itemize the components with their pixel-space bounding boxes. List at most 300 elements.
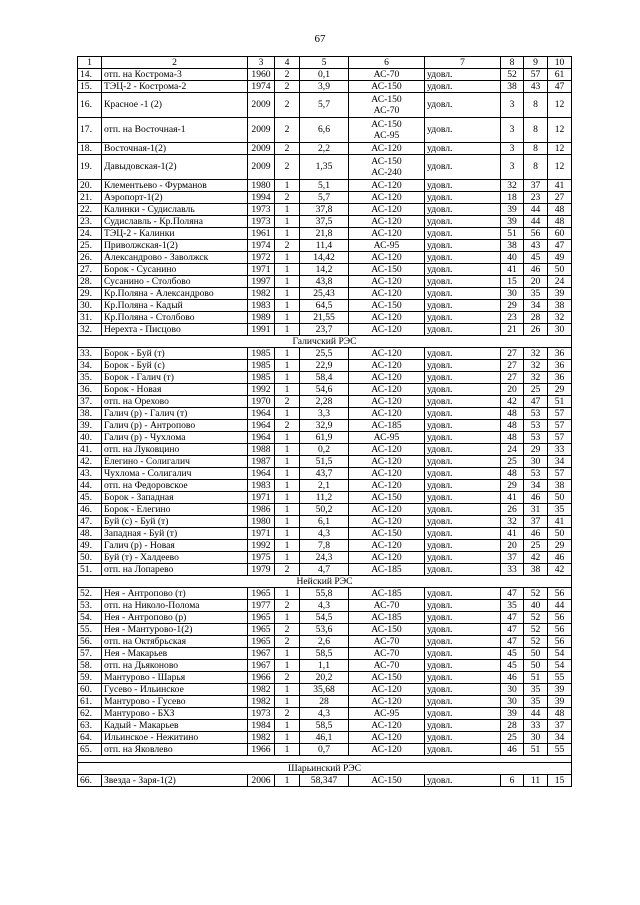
table-row: [78, 300, 572, 312]
table-cell: 1: [275, 540, 300, 552]
table-cell: удовл.: [425, 118, 501, 143]
table-cell: отп. на Николо-Полома: [102, 600, 248, 612]
table-cell: 1: [275, 444, 300, 456]
table-cell: 47: [501, 588, 524, 600]
table-cell: удовл.: [425, 384, 501, 396]
table-cell: Нерехта - Писцово: [102, 324, 248, 336]
table-cell: 1960: [248, 69, 275, 81]
table-cell: Галич (р) - Антропово: [102, 420, 248, 432]
table-cell: 1: [275, 528, 300, 540]
table-row: [78, 492, 572, 504]
table-cell: 1984: [248, 720, 275, 732]
table-cell: 37.: [78, 396, 102, 408]
table-cell: 1: [275, 492, 300, 504]
table-cell: 4,7: [300, 564, 349, 576]
table-cell: удовл.: [425, 180, 501, 192]
table-row: [78, 360, 572, 372]
table-cell: 1965: [248, 588, 275, 600]
table-cell: 1966: [248, 672, 275, 684]
table-cell: 27: [501, 372, 524, 384]
table-cell: 56: [548, 612, 572, 624]
table-cell: 53: [524, 408, 548, 420]
table-cell: АС-150: [349, 624, 425, 636]
table-cell: 63.: [78, 720, 102, 732]
table-cell: 29: [548, 384, 572, 396]
table-cell: удовл.: [425, 348, 501, 360]
table-cell: удовл.: [425, 228, 501, 240]
table-cell: 24: [548, 276, 572, 288]
table-cell: 39: [548, 696, 572, 708]
table-cell: 23: [501, 312, 524, 324]
wire-type-line: АС-150: [371, 94, 402, 105]
table-cell: 1: [275, 348, 300, 360]
table-cell: 1977: [248, 600, 275, 612]
table-cell: 8: [524, 143, 548, 155]
table-cell: 33: [524, 720, 548, 732]
table-cell: 64.: [78, 732, 102, 744]
table-cell: 34: [548, 732, 572, 744]
table-cell: 2,28: [300, 396, 349, 408]
table-cell: АС-95: [349, 240, 425, 252]
table-cell: удовл.: [425, 492, 501, 504]
table-cell: Калинки - Судиславль: [102, 204, 248, 216]
table-cell: удовл.: [425, 396, 501, 408]
table-cell: 5,7: [300, 192, 349, 204]
table-row: [78, 432, 572, 444]
table-cell: 1974: [248, 81, 275, 93]
table-cell: Борок - Буй (т): [102, 348, 248, 360]
table-cell: 23,7: [300, 324, 349, 336]
table-cell: 5,1: [300, 180, 349, 192]
table-cell: [349, 155, 425, 180]
table-cell: 45.: [78, 492, 102, 504]
table-cell: 41: [501, 528, 524, 540]
table-row: [78, 564, 572, 576]
table-cell: 47: [501, 624, 524, 636]
table-cell: удовл.: [425, 276, 501, 288]
table-cell: удовл.: [425, 69, 501, 81]
table-cell: удовл.: [425, 588, 501, 600]
table-cell: 45: [501, 660, 524, 672]
table-cell: 1988: [248, 444, 275, 456]
table-cell: АС-120: [349, 456, 425, 468]
header-row: [78, 57, 572, 69]
table-row: [78, 143, 572, 155]
table-cell: 1: [275, 612, 300, 624]
table-cell: 1: [275, 384, 300, 396]
table-cell: 1: [275, 456, 300, 468]
table-cell: 1972: [248, 252, 275, 264]
table-cell: 41: [548, 516, 572, 528]
table-cell: 2,1: [300, 480, 349, 492]
table-cell: 1: [275, 684, 300, 696]
table-cell: 48: [548, 204, 572, 216]
table-cell: 38.: [78, 408, 102, 420]
section-title: Шарьинский РЭС: [78, 763, 572, 775]
column-number: 1: [78, 57, 102, 69]
table-row: [78, 372, 572, 384]
table-row: [78, 216, 572, 228]
table-row: [78, 180, 572, 192]
table-cell: 1979: [248, 564, 275, 576]
table-cell: 55: [548, 744, 572, 756]
table-cell: [349, 118, 425, 143]
table-row: [78, 384, 572, 396]
table-cell: 46: [524, 264, 548, 276]
table-cell: Звезда - Заря-1(2): [102, 775, 248, 787]
table-cell: 48: [548, 216, 572, 228]
table-cell: удовл.: [425, 456, 501, 468]
table-cell: удовл.: [425, 528, 501, 540]
table-cell: 7,8: [300, 540, 349, 552]
table-cell: 1971: [248, 528, 275, 540]
table-cell: 38: [501, 240, 524, 252]
table-cell: 29: [524, 444, 548, 456]
table-cell: 32.: [78, 324, 102, 336]
table-cell: 29: [548, 540, 572, 552]
table-cell: 52: [501, 69, 524, 81]
table-cell: 51.: [78, 564, 102, 576]
table-cell: Борок - Западная: [102, 492, 248, 504]
table-cell: 66.: [78, 775, 102, 787]
wire-type-line: АС-95: [373, 130, 400, 141]
table-cell: 34.: [78, 360, 102, 372]
table-cell: АС-120: [349, 684, 425, 696]
table-cell: 21,55: [300, 312, 349, 324]
table-cell: 1965: [248, 624, 275, 636]
table-cell: 22.: [78, 204, 102, 216]
table-cell: 2: [275, 155, 300, 180]
table-cell: 15: [501, 276, 524, 288]
table-cell: 55: [548, 672, 572, 684]
table-cell: удовл.: [425, 636, 501, 648]
table-cell: удовл.: [425, 552, 501, 564]
column-number: 6: [349, 57, 425, 69]
table-cell: 38: [548, 480, 572, 492]
table-cell: 54.: [78, 612, 102, 624]
table-cell: 52: [524, 612, 548, 624]
table-cell: Кр.Поляна - Александрово: [102, 288, 248, 300]
table-cell: 58,5: [300, 648, 349, 660]
table-cell: 46: [501, 672, 524, 684]
table-cell: удовл.: [425, 516, 501, 528]
table-cell: АС-120: [349, 276, 425, 288]
table-cell: 55,8: [300, 588, 349, 600]
table-row: [78, 588, 572, 600]
table-row: [78, 155, 572, 180]
table-cell: Борок - Сусанино: [102, 264, 248, 276]
table-cell: 1: [275, 744, 300, 756]
table-cell: 2: [275, 624, 300, 636]
table-cell: 1: [275, 480, 300, 492]
table-cell: 25: [501, 456, 524, 468]
table-cell: 3,3: [300, 408, 349, 420]
table-cell: ТЭЦ-2 - Кострома-2: [102, 81, 248, 93]
table-row: [78, 504, 572, 516]
table-cell: АС-150: [349, 775, 425, 787]
table-cell: 1: [275, 468, 300, 480]
table-cell: 48: [501, 408, 524, 420]
table-cell: удовл.: [425, 480, 501, 492]
table-row: [78, 444, 572, 456]
table-cell: АС-120: [349, 444, 425, 456]
table-cell: 20.: [78, 180, 102, 192]
table-cell: 43: [524, 81, 548, 93]
table-cell: 32: [524, 360, 548, 372]
table-cell: 52: [524, 588, 548, 600]
table-cell: 1: [275, 588, 300, 600]
table-cell: Судиславль - Кр.Поляна: [102, 216, 248, 228]
table-cell: 51: [524, 672, 548, 684]
table-cell: удовл.: [425, 744, 501, 756]
table-cell: 46: [548, 552, 572, 564]
table-cell: 43,7: [300, 468, 349, 480]
table-cell: Мантурово - Шарья: [102, 672, 248, 684]
table-cell: 47: [501, 636, 524, 648]
table-cell: Аэропорт-1(2): [102, 192, 248, 204]
table-cell: Галич (р) - Новая: [102, 540, 248, 552]
column-number: 9: [524, 57, 548, 69]
wire-type-line: АС-70: [373, 105, 400, 116]
table-cell: удовл.: [425, 192, 501, 204]
table-cell: 1: [275, 648, 300, 660]
table-cell: 43,8: [300, 276, 349, 288]
table-cell: 47: [501, 612, 524, 624]
table-cell: 48: [501, 432, 524, 444]
table-cell: АС-120: [349, 552, 425, 564]
table-cell: 54,5: [300, 612, 349, 624]
table-cell: удовл.: [425, 612, 501, 624]
table-cell: АС-150: [349, 528, 425, 540]
table-cell: 1971: [248, 492, 275, 504]
table-cell: 27.: [78, 264, 102, 276]
table-cell: АС-120: [349, 143, 425, 155]
table-cell: 2: [275, 420, 300, 432]
table-cell: АС-120: [349, 324, 425, 336]
table-cell: 57: [548, 408, 572, 420]
table-cell: отп. на Федоровское: [102, 480, 248, 492]
table-row: [78, 480, 572, 492]
table-cell: Давыдовская-1(2): [102, 155, 248, 180]
table-row: [78, 324, 572, 336]
table-cell: 2009: [248, 155, 275, 180]
table-cell: АС-185: [349, 420, 425, 432]
table-cell: 2: [275, 69, 300, 81]
table-cell: удовл.: [425, 420, 501, 432]
wire-type-line: АС-240: [371, 167, 402, 178]
table-cell: удовл.: [425, 648, 501, 660]
column-number: 2: [102, 57, 248, 69]
table-row: [78, 540, 572, 552]
table-cell: 44.: [78, 480, 102, 492]
table-cell: 20: [501, 384, 524, 396]
table-cell: 64,5: [300, 300, 349, 312]
table-cell: 1997: [248, 276, 275, 288]
table-cell: удовл.: [425, 155, 501, 180]
table-cell: Кадый - Макарьев: [102, 720, 248, 732]
table-cell: 62.: [78, 708, 102, 720]
power-lines-table: [77, 56, 572, 787]
table-cell: 2: [275, 564, 300, 576]
table-cell: 61,9: [300, 432, 349, 444]
table-cell: 34: [524, 480, 548, 492]
table-row: [78, 732, 572, 744]
table-cell: 29.: [78, 288, 102, 300]
table-cell: 1: [275, 552, 300, 564]
table-cell: АС-150: [349, 672, 425, 684]
table-cell: 21: [501, 324, 524, 336]
table-cell: 1965: [248, 636, 275, 648]
table-cell: 32: [524, 372, 548, 384]
table-cell: Борок - Буй (с): [102, 360, 248, 372]
table-cell: 36: [548, 372, 572, 384]
table-cell: удовл.: [425, 216, 501, 228]
table-cell: 54: [548, 660, 572, 672]
table-cell: 8: [524, 118, 548, 143]
table-cell: Борок - Галич (т): [102, 372, 248, 384]
table-cell: 2009: [248, 143, 275, 155]
table-cell: 2: [275, 81, 300, 93]
table-cell: 30: [524, 732, 548, 744]
table-row: [78, 228, 572, 240]
table-cell: 3: [501, 93, 524, 118]
table-cell: 56.: [78, 636, 102, 648]
table-cell: 28: [300, 696, 349, 708]
table-cell: 59.: [78, 672, 102, 684]
table-cell: Красное -1 (2): [102, 93, 248, 118]
table-cell: 47: [548, 240, 572, 252]
table-cell: 46: [501, 744, 524, 756]
table-cell: 3: [501, 143, 524, 155]
wire-type-line: АС-150: [371, 119, 402, 130]
table-cell: 53: [524, 468, 548, 480]
table-cell: 1983: [248, 480, 275, 492]
table-cell: 24: [501, 444, 524, 456]
table-cell: удовл.: [425, 360, 501, 372]
table-cell: удовл.: [425, 732, 501, 744]
table-cell: АС-120: [349, 396, 425, 408]
table-cell: удовл.: [425, 564, 501, 576]
table-cell: 2: [275, 396, 300, 408]
table-cell: 29: [501, 480, 524, 492]
table-cell: 1964: [248, 420, 275, 432]
table-cell: 1964: [248, 432, 275, 444]
table-cell: 1974: [248, 240, 275, 252]
table-cell: Нея - Мантурово-1(2): [102, 624, 248, 636]
table-cell: 1975: [248, 552, 275, 564]
table-row: [78, 660, 572, 672]
table-cell: 1964: [248, 408, 275, 420]
table-row: [78, 516, 572, 528]
table-cell: АС-185: [349, 612, 425, 624]
table-cell: АС-120: [349, 696, 425, 708]
table-cell: отп. на Луковцино: [102, 444, 248, 456]
table-cell: удовл.: [425, 468, 501, 480]
table-cell: 25,43: [300, 288, 349, 300]
table-cell: 2: [275, 240, 300, 252]
table-cell: 30: [501, 288, 524, 300]
table-cell: Нея - Макарьев: [102, 648, 248, 660]
table-cell: Галич (р) - Галич (т): [102, 408, 248, 420]
table-cell: 2: [275, 600, 300, 612]
table-cell: удовл.: [425, 143, 501, 155]
table-row: [78, 528, 572, 540]
table-cell: удовл.: [425, 432, 501, 444]
table-cell: Клементьево - Фурманов: [102, 180, 248, 192]
table-cell: 2: [275, 93, 300, 118]
table-row: [78, 775, 572, 787]
table-cell: 2009: [248, 93, 275, 118]
table-cell: 1: [275, 696, 300, 708]
table-row: [78, 636, 572, 648]
section-title: Галичский РЭС: [78, 336, 572, 348]
table-cell: 20: [501, 540, 524, 552]
table-cell: 49.: [78, 540, 102, 552]
table-cell: АС-120: [349, 228, 425, 240]
table-cell: 21,8: [300, 228, 349, 240]
table-cell: 1: [275, 180, 300, 192]
table-cell: 6,1: [300, 516, 349, 528]
table-cell: 53,6: [300, 624, 349, 636]
table-cell: 1: [275, 732, 300, 744]
table-cell: 20: [524, 276, 548, 288]
table-cell: 14,42: [300, 252, 349, 264]
table-cell: АС-120: [349, 720, 425, 732]
table-cell: 38: [501, 81, 524, 93]
table-cell: 48: [501, 468, 524, 480]
table-cell: 50: [548, 492, 572, 504]
table-cell: 30: [501, 684, 524, 696]
table-cell: 1: [275, 216, 300, 228]
table-cell: Нея - Антропово (р): [102, 612, 248, 624]
table-cell: АС-120: [349, 288, 425, 300]
table-cell: АС-70: [349, 648, 425, 660]
table-cell: 1992: [248, 540, 275, 552]
table-cell: 0,2: [300, 444, 349, 456]
table-cell: 36: [548, 360, 572, 372]
column-number: 10: [548, 57, 572, 69]
table-cell: удовл.: [425, 672, 501, 684]
table-cell: 1: [275, 312, 300, 324]
table-cell: 54: [548, 648, 572, 660]
table-cell: Мантурово - Гусево: [102, 696, 248, 708]
table-row: [78, 648, 572, 660]
table-cell: Приволжская-1(2): [102, 240, 248, 252]
table-cell: удовл.: [425, 660, 501, 672]
table-cell: 37: [501, 552, 524, 564]
table-cell: Борок - Елегино: [102, 504, 248, 516]
table-cell: 1: [275, 516, 300, 528]
table-cell: АС-95: [349, 432, 425, 444]
spacer-row: [78, 756, 572, 763]
table-cell: 11: [524, 775, 548, 787]
table-cell: удовл.: [425, 600, 501, 612]
table-cell: 28.: [78, 276, 102, 288]
table-cell: 50: [524, 648, 548, 660]
table-cell: 25,5: [300, 348, 349, 360]
table-cell: 17.: [78, 118, 102, 143]
table-cell: 41.: [78, 444, 102, 456]
table-cell: 39: [501, 216, 524, 228]
table-cell: 47.: [78, 516, 102, 528]
table-cell: 18: [501, 192, 524, 204]
table-cell: 11,2: [300, 492, 349, 504]
table-cell: удовл.: [425, 408, 501, 420]
table-cell: 29: [501, 300, 524, 312]
table-cell: 4,3: [300, 708, 349, 720]
table-row: [78, 396, 572, 408]
table-cell: 35: [501, 600, 524, 612]
